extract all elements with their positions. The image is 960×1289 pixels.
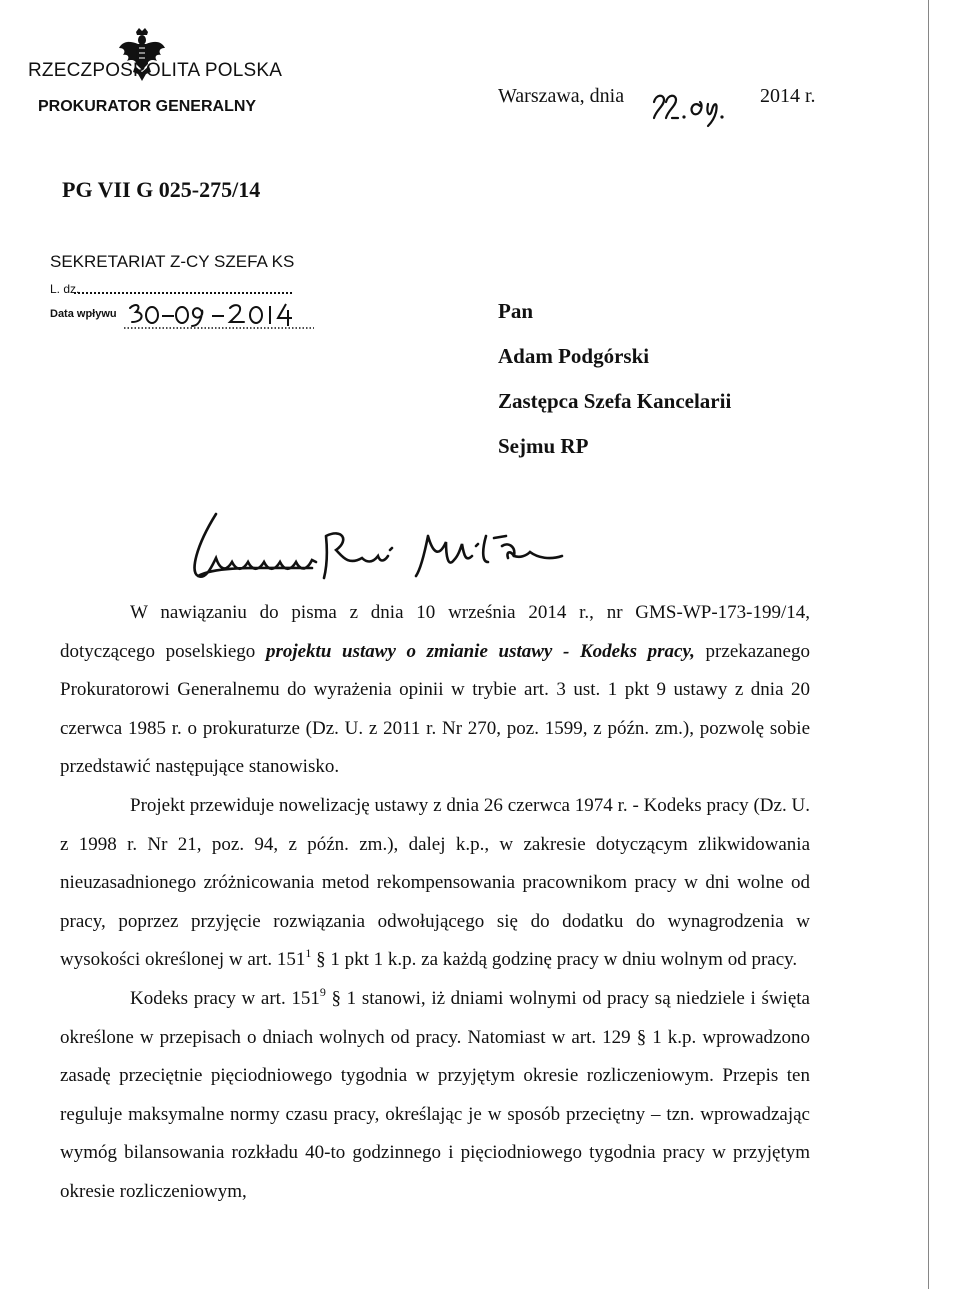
paragraph-1-text-c: przekazanego Prokuratorowi Generalnemu do wyrażenia opinii w trybie art. 3 ust. 1 pkt 9 ustawy z dnia 20 czerwca 1985 r. o prokuraturze (Dz. U. z 2011 r. Nr 270, poz. 1599, z późn. zm.), pozwolę sobie przedstawić następujące stanowisko. xyxy=(60,640,810,778)
header-country: RZECZPOSPOLITA POLSKA xyxy=(28,60,283,81)
paragraph-2-text-a: Projekt przewiduje nowelizację ustawy z dnia 26 czerwca 1974 r. - Kodeks pracy (Dz. U. z 1998 r. Nr 21, poz. 94, z późn. zm.), dalej k.p., w zakresie dotyczącym zlikwidowania nieuzasadnionego zróżnicowania metod rekompensowania pracownikom pracy w dni wolne od pracy, poprzez przyjęcie rozwiązania odwołującego się do dodatku do wynagrodzenia w wysokości określonej w art. 151 xyxy=(60,794,810,971)
stamp-ld-dotted-line xyxy=(74,282,292,294)
addressee-line1: Pan xyxy=(498,299,534,323)
addressee-position: Zastępca Szefa Kancelarii xyxy=(498,389,732,413)
stamp-handwritten-date xyxy=(124,298,314,332)
addressee-institution: Sejmu RP xyxy=(498,434,589,458)
paragraph-3-superscript: 9 xyxy=(319,984,326,999)
handwritten-date xyxy=(648,84,748,128)
date-place: Warszawa, dnia xyxy=(498,85,625,107)
stamp-date-label: Data wpływu xyxy=(50,308,117,320)
paragraph-1 xyxy=(60,594,810,787)
addressee-block xyxy=(498,296,731,476)
stamp-title: SEKRETARIAT Z-CY SZEFA KS xyxy=(50,252,295,271)
paragraph-2-text-b: § 1 pkt 1 k.p. za każdą godzinę pracy w dniu wolnym od pracy. xyxy=(311,949,798,971)
date-year: 2014 r. xyxy=(760,85,816,107)
paragraph-3-text-b: § 1 stanowi, iż dniami wolnymi od pracy są niedziele i święta określone w przepisach o dniach wolnych od pracy. Natomiast w art. 129 § 1 k.p. wprowadzono zasadę przeciętnie pięciodniowego tygodnia w przyjętym okresie rozliczeniowym. Przepis ten reguluje maksymalne normy czasu pracy, określając je w sposób przeciętny – tzn. wprowadzając wymóg bilansowania rozkładu 40-to godzinnego i pięciodniowego tygodnia pracy w przyjętym okresie rozliczeniowym, xyxy=(60,987,810,1202)
paragraph-3-text-a: Kodeks pracy w art. 151 xyxy=(130,987,320,1009)
handwritten-salutation xyxy=(176,506,596,586)
scan-edge-line xyxy=(928,0,929,1289)
stamp-ld-label: L. dz. xyxy=(50,282,80,296)
header-office: PROKURATOR GENERALNY xyxy=(38,98,257,115)
paragraph-2 xyxy=(60,787,810,980)
paragraph-3 xyxy=(60,980,810,1212)
paragraph-2-superscript: 1 xyxy=(305,946,312,961)
paragraph-1-bill-title: projektu ustawy o zmianie ustawy - Kodeks pracy, xyxy=(265,640,695,662)
case-number: PG VII G 025-275/14 xyxy=(62,177,261,202)
paragraph-1-text-a: W nawiązaniu do pisma z dnia 10 września 2014 r., nr GMS-WP-173-199/14, dotyczącego poselskiego xyxy=(60,602,810,662)
addressee-name: Adam Podgórski xyxy=(498,344,650,368)
letter-body xyxy=(60,594,810,1212)
